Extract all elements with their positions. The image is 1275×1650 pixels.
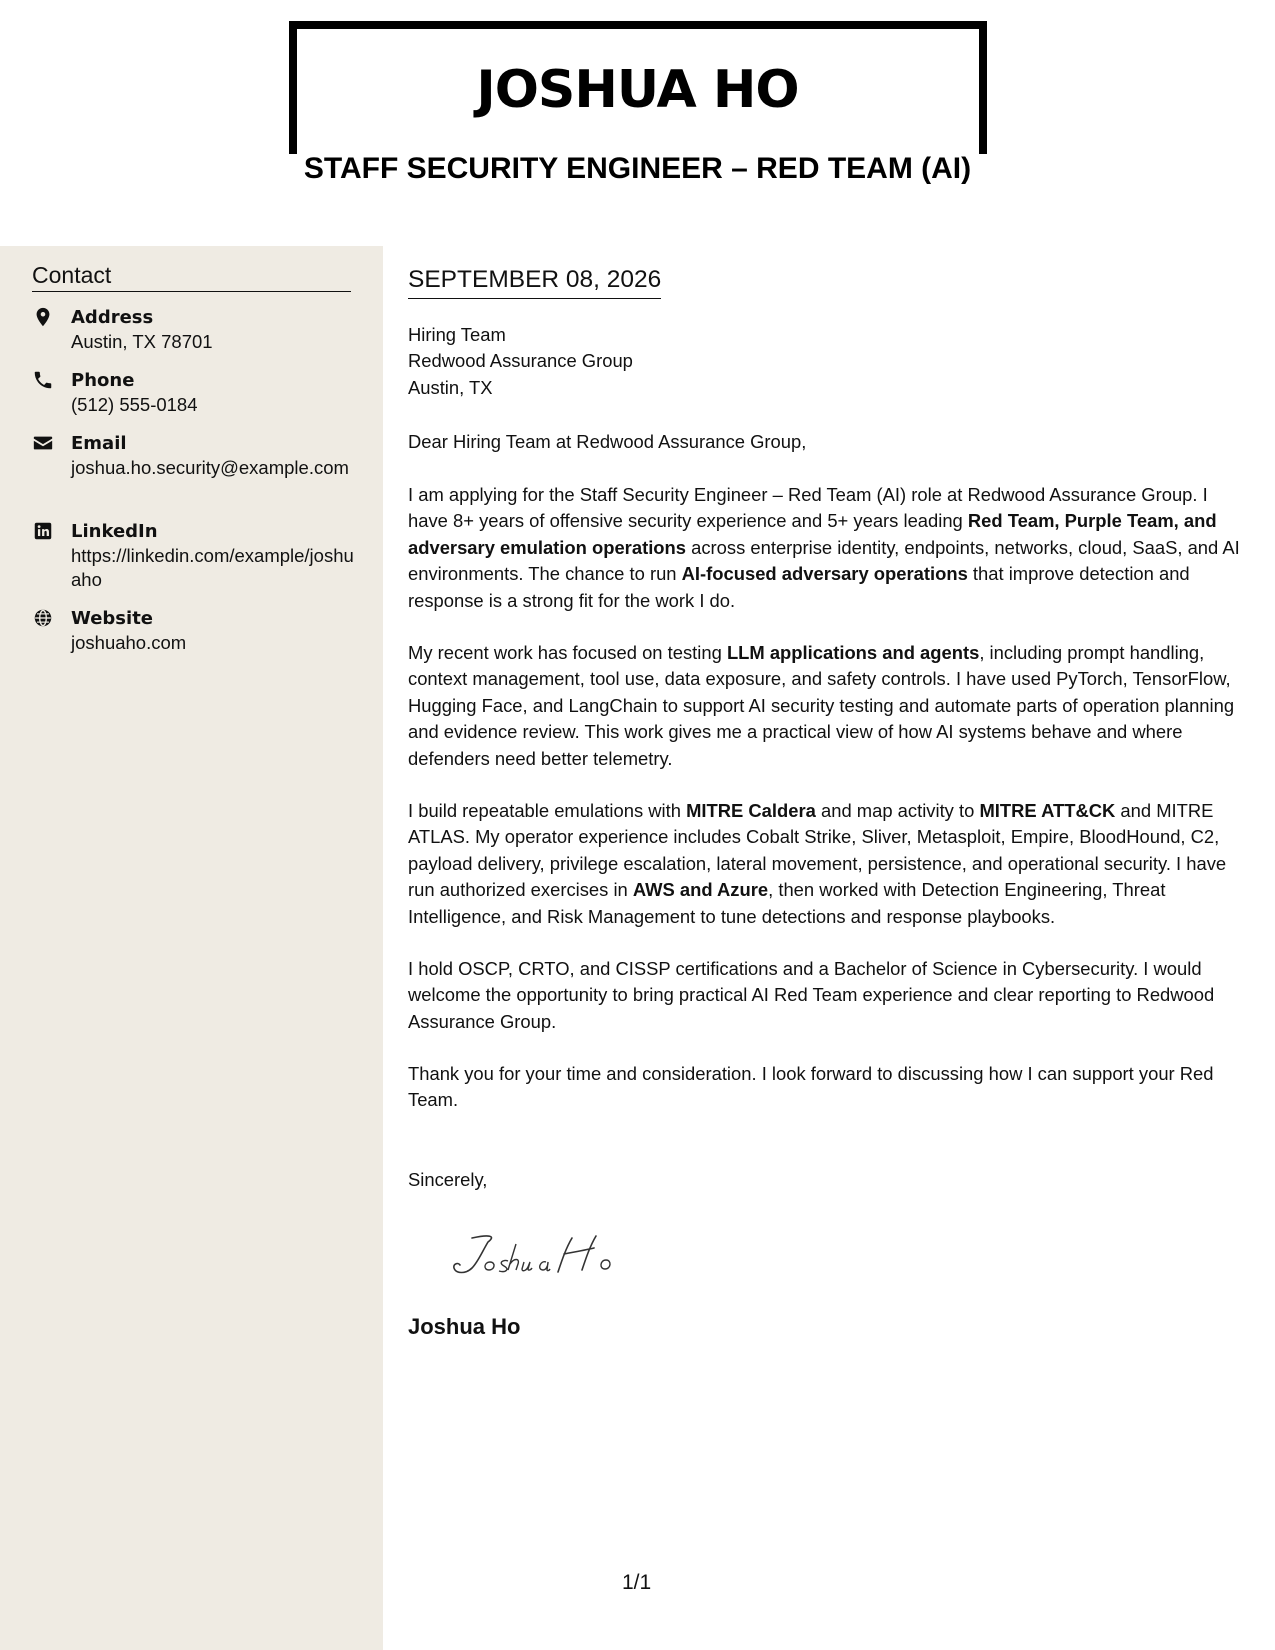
email-value[interactable]: joshua.ho.security@example.com <box>71 457 349 478</box>
paragraph-bold: MITRE ATT&CK <box>979 800 1116 821</box>
website-value[interactable]: joshuaho.com <box>71 632 187 653</box>
paragraph-text: and map activity to <box>815 800 980 821</box>
website-label: Website <box>71 608 154 629</box>
paragraph-4: I hold OSCP, CRTO, and CISSP certifications and a Bachelor of Science in Cybersecurity. I would welcome the opportunity to bring practical AI Red Team experience and clear reporting to Redwood Assurance Group. <box>408 958 1215 1032</box>
page-number: 1/1 <box>622 1571 652 1594</box>
salutation: Dear Hiring Team at Redwood Assurance Group, <box>408 431 807 452</box>
paragraph-text: I build repeatable emulations with <box>408 800 687 821</box>
paragraph-bold: AI-focused adversary operations <box>681 563 968 585</box>
paragraph-bold: Red Team, Purple Team, and adversary emulation operations <box>408 510 1217 558</box>
paragraph-text: that improve detection and response is a strong fit for the work I do. <box>408 563 1190 611</box>
letter-date: SEPTEMBER 08, 2026 <box>408 266 661 299</box>
recipient-line: Hiring Team <box>408 324 506 345</box>
paragraph-text: My recent work has focused on testing <box>408 642 727 663</box>
phone-icon <box>32 369 54 391</box>
recipient-line: Redwood Assurance Group <box>408 350 633 372</box>
paragraph-text: across enterprise identity, endpoints, networks, cloud, SaaS, and AI environments. The chance to run <box>408 536 1240 585</box>
phone-value: (512) 555-0184 <box>71 394 198 415</box>
paragraph-text: I am applying for the Staff Security Engineer – Red Team (AI) role at Redwood Assurance Group. I have 8+ years of offensive security experience and 5+ years leading <box>408 484 1208 532</box>
email-label: Email <box>71 433 127 454</box>
paragraph-bold: LLM applications and agents <box>726 642 980 663</box>
paragraph-bold: AWS and Azure <box>632 879 769 901</box>
handwritten-signature <box>450 1232 630 1280</box>
applicant-name: JOSHUA HO <box>476 60 799 120</box>
paragraph-bold: MITRE Caldera <box>686 800 816 821</box>
paragraph-text: , including prompt handling, context management, tool use, data exposure, and safety controls. I have used PyTorch, TensorFlow, Hugging Face, and LangChain to support AI security testing and automate parts of operation planning and evidence review. This work gives me a practical view of how AI systems behave and where defenders need better telemetry. <box>408 642 1235 769</box>
globe-icon <box>32 607 54 629</box>
job-title: STAFF SECURITY ENGINEER – RED TEAM (AI) <box>303 152 972 185</box>
linkedin-value[interactable]: https://linkedin.com/example/joshuaho <box>71 545 354 590</box>
linkedin-icon <box>32 520 54 542</box>
signer-name: Joshua Ho <box>408 1314 521 1339</box>
contact-heading: Contact <box>32 262 351 292</box>
address-label: Address <box>71 307 154 328</box>
phone-label: Phone <box>71 370 135 391</box>
paragraph-text: , then worked with Detection Engineering, Threat Intelligence, and Risk Management to tune detections and response playbooks. <box>408 879 1166 927</box>
address-value: Austin, TX 78701 <box>71 331 213 352</box>
paragraph-text: and MITRE ATLAS. My operator experience includes Cobalt Strike, Sliver, Metasploit, Empire, BloodHound, C2, payload delivery, privilege escalation, lateral movement, persistence, and operational security. I have run authorized exercises in <box>408 800 1227 901</box>
paragraph-3 <box>408 798 1248 930</box>
map-pin-icon <box>32 306 54 328</box>
envelope-icon <box>32 432 54 454</box>
recipient-block <box>408 322 1248 401</box>
linkedin-label: LinkedIn <box>71 521 158 542</box>
recipient-line: Austin, TX <box>408 376 493 398</box>
paragraph-5: Thank you for your time and consideration. I look forward to discussing how I can support your Red Team. <box>408 1063 1214 1111</box>
paragraph-1 <box>408 482 1248 614</box>
closing: Sincerely, <box>408 1169 488 1190</box>
paragraph-2 <box>408 640 1248 772</box>
